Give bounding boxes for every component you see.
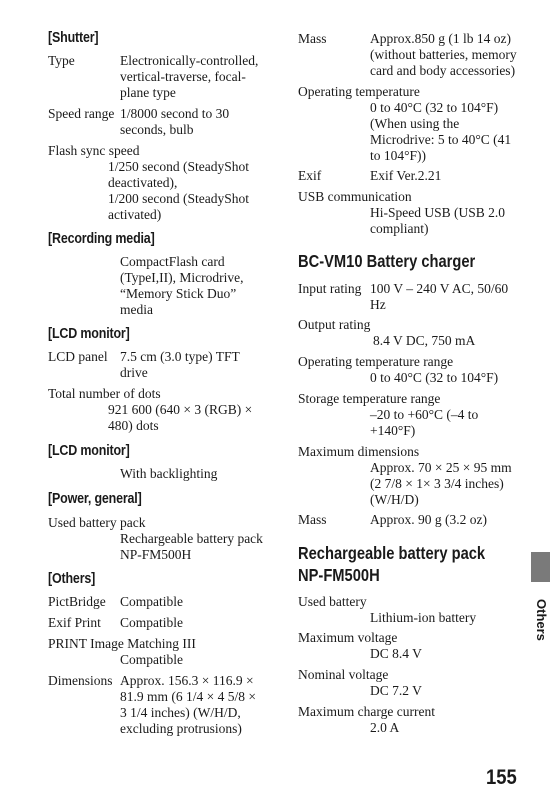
spec-label-lcd-panel: LCD panel xyxy=(48,349,108,364)
spec-label-used-battery-pack: Used battery pack xyxy=(48,515,146,530)
spec-value-lcd-panel-2: drive xyxy=(120,365,148,380)
spec-value-operating-temperature-4: to 104°F)) xyxy=(370,148,427,163)
spec-label-storage-temperature-range: Storage temperature range xyxy=(298,391,441,406)
spec-value-operating-temperature-3: Microdrive: 5 to 40°C (41 xyxy=(370,132,512,147)
spec-label-output-rating: Output rating xyxy=(298,317,371,332)
spec-value-battery-pack-2: NP-FM500H xyxy=(120,547,192,562)
spec-value-type-1: Electronically-controlled, xyxy=(120,53,259,68)
spec-value-nominal-voltage: DC 7.2 V xyxy=(370,683,422,698)
spec-label-operating-temperature: Operating temperature xyxy=(298,84,420,99)
spec-label-exif-print: Exif Print xyxy=(48,615,101,630)
spec-value-recording-2: (TypeI,II), Microdrive, xyxy=(120,270,244,285)
spec-label-flash-sync: Flash sync speed xyxy=(48,143,140,158)
spec-value-recording-1: CompactFlash card xyxy=(120,254,225,269)
spec-label-pictbridge: PictBridge xyxy=(48,594,106,609)
spec-value-maximum-dimensions-1: Approx. 70 × 25 × 95 mm xyxy=(370,460,512,475)
spec-label-speed-range: Speed range xyxy=(48,106,115,121)
section-heading-power-general: [Power, general] xyxy=(48,491,142,507)
section-heading-battery-pack-1: Rechargeable battery pack xyxy=(298,543,486,563)
spec-value-exif: Exif Ver.2.21 xyxy=(370,168,442,183)
spec-label-nominal-voltage: Nominal voltage xyxy=(298,667,389,682)
spec-value-output-rating: 8.4 V DC, 750 mA xyxy=(373,333,476,348)
spec-label-maximum-dimensions: Maximum dimensions xyxy=(298,444,420,459)
spec-label-print-image-matching: PRINT Image Matching III xyxy=(48,636,196,651)
spec-value-flash-sync-1: 1/250 second (SteadyShot xyxy=(108,159,249,174)
section-heading-shutter: [Shutter] xyxy=(48,30,99,46)
spec-value-operating-temperature-1: 0 to 40°C (32 to 104°F) xyxy=(370,100,499,115)
spec-value-flash-sync-2: deactivated), xyxy=(108,175,178,190)
section-heading-others: [Others] xyxy=(48,571,96,587)
spec-label-charger-mass: Mass xyxy=(298,512,327,527)
spec-label-dimensions: Dimensions xyxy=(48,673,113,688)
spec-value-operating-temperature-2: (When using the xyxy=(370,116,460,131)
spec-value-dimensions-2: 81.9 mm (6 1/4 × 4 5/8 × xyxy=(120,689,256,704)
spec-value-print-image-matching: Compatible xyxy=(120,652,183,667)
spec-label-exif: Exif xyxy=(298,168,322,183)
spec-value-type-3: plane type xyxy=(120,85,176,100)
spec-label-maximum-charge-current: Maximum charge current xyxy=(298,704,435,719)
spec-label-usb: USB communication xyxy=(298,189,412,204)
spec-value-maximum-dimensions-2: (2 7/8 × 1× 3 3/4 inches) xyxy=(370,476,504,491)
spec-value-type-2: vertical-traverse, focal- xyxy=(120,69,246,84)
spec-value-used-battery: Lithium-ion battery xyxy=(370,610,477,625)
page-number: 155 xyxy=(486,766,517,789)
spec-value-battery-pack-1: Rechargeable battery pack xyxy=(120,531,263,546)
spec-value-flash-sync-4: activated) xyxy=(108,207,162,222)
spec-value-lcd-panel-1: 7.5 cm (3.0 type) TFT xyxy=(120,349,240,364)
section-heading-lcd-monitor-2: [LCD monitor] xyxy=(48,443,130,459)
spec-value-backlighting: With backlighting xyxy=(120,466,218,481)
spec-value-dimensions-1: Approx. 156.3 × 116.9 × xyxy=(120,673,254,688)
spec-value-total-dots-2: 480) dots xyxy=(108,418,159,433)
spec-value-usb-1: Hi-Speed USB (USB 2.0 xyxy=(370,205,506,220)
spec-value-maximum-charge-current: 2.0 A xyxy=(370,720,400,735)
spec-value-usb-2: compliant) xyxy=(370,221,429,236)
spec-value-maximum-voltage: DC 8.4 V xyxy=(370,646,422,661)
spec-value-dimensions-3: 3 1/4 inches) (W/H/D, xyxy=(120,705,241,720)
side-tab-label: Others xyxy=(534,599,549,641)
spec-label-total-dots: Total number of dots xyxy=(48,386,161,401)
spec-value-charger-mass: Approx. 90 g (3.2 oz) xyxy=(370,512,487,527)
spec-label-used-battery: Used battery xyxy=(298,594,367,609)
spec-value-mass-3: card and body accessories) xyxy=(370,63,516,78)
spec-label-type: Type xyxy=(48,53,75,68)
spec-value-operating-temperature-range: 0 to 40°C (32 to 104°F) xyxy=(370,370,499,385)
spec-value-input-rating-2: Hz xyxy=(370,297,386,312)
spec-value-recording-4: media xyxy=(120,302,153,317)
section-heading-lcd-monitor: [LCD monitor] xyxy=(48,326,130,342)
spec-label-mass: Mass xyxy=(298,31,327,46)
section-heading-battery-charger: BC-VM10 Battery charger xyxy=(298,251,476,271)
spec-label-operating-temperature-range: Operating temperature range xyxy=(298,354,454,369)
spec-label-maximum-voltage: Maximum voltage xyxy=(298,630,398,645)
spec-value-dimensions-4: excluding protrusions) xyxy=(120,721,242,736)
spec-value-speed-range-1: 1/8000 second to 30 xyxy=(120,106,230,121)
section-heading-recording-media: [Recording media] xyxy=(48,231,155,247)
spec-value-recording-3: “Memory Stick Duo” xyxy=(120,286,237,301)
spec-value-input-rating-1: 100 V – 240 V AC, 50/60 xyxy=(370,281,509,296)
spec-value-mass-1: Approx.850 g (1 lb 14 oz) xyxy=(370,31,511,46)
side-index-tab xyxy=(531,552,550,582)
spec-value-flash-sync-3: 1/200 second (SteadyShot xyxy=(108,191,249,206)
spec-value-pictbridge: Compatible xyxy=(120,594,183,609)
spec-value-mass-2: (without batteries, memory xyxy=(370,47,517,62)
section-heading-battery-pack-2: NP-FM500H xyxy=(298,565,380,585)
spec-value-exif-print: Compatible xyxy=(120,615,183,630)
spec-value-storage-temperature-2: +140°F) xyxy=(370,423,416,438)
spec-value-storage-temperature-1: –20 to +60°C (–4 to xyxy=(370,407,479,422)
spec-value-speed-range-2: seconds, bulb xyxy=(120,122,194,137)
spec-value-maximum-dimensions-3: (W/H/D) xyxy=(370,492,419,507)
spec-label-input-rating: Input rating xyxy=(298,281,362,296)
spec-value-total-dots-1: 921 600 (640 × 3 (RGB) × xyxy=(108,402,253,417)
